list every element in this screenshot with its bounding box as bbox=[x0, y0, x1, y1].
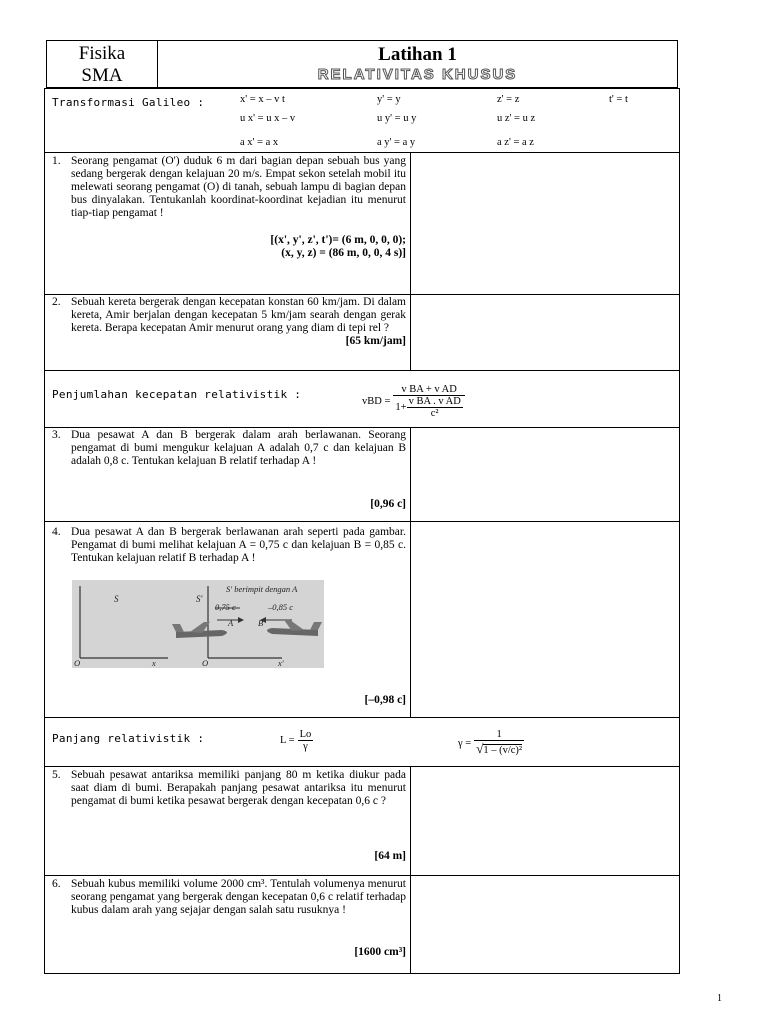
formula-denominator bbox=[393, 396, 464, 419]
figure-label: x' bbox=[278, 658, 284, 668]
question-number: 2. bbox=[52, 296, 61, 308]
question-text: Dua pesawat A dan B bergerak dalam arah berlawanan. Seorang pengamat di bumi mengukur kelajuan A adalah 0,7 c dan kelajuan B adalah 0,8 c. Tentukan kelajuan B relatif terhadap A ! bbox=[71, 429, 406, 467]
formula-inner-fraction bbox=[407, 396, 463, 419]
formula-fraction bbox=[393, 384, 464, 419]
column-divider bbox=[410, 766, 411, 974]
galileo-eq: a x' = a x bbox=[240, 137, 279, 148]
answer-key: [0,96 c] bbox=[370, 498, 406, 510]
question-2 bbox=[52, 296, 406, 348]
header-subject: Fisika bbox=[78, 43, 126, 64]
row-divider bbox=[44, 766, 680, 767]
gamma-formula bbox=[458, 722, 524, 764]
formula-inner-denominator: c² bbox=[430, 407, 439, 419]
galileo-eq: u y' = u y bbox=[377, 113, 417, 124]
figure-label: –0,85 c bbox=[268, 602, 294, 612]
figure-label: A bbox=[228, 618, 234, 628]
answer-key: [65 km/jam] bbox=[345, 335, 406, 347]
figure-label: 0,75 c bbox=[215, 602, 236, 612]
galileo-eq: a y' = a y bbox=[377, 137, 416, 148]
question-text: Sebuah kubus memiliki volume 2000 cm³. Tentulah volumenya menurut seorang pengamat yang bergerak dengan kecepatan 0,6 c relatif terhadap kubus dalam arah yang sejajar dengan salah satu rusuknya ! bbox=[71, 878, 406, 916]
formula-numerator: 1 bbox=[474, 729, 524, 741]
formula-inner-numerator: v BA . v AD bbox=[408, 395, 461, 407]
header-level: SMA bbox=[81, 65, 123, 86]
figure-label: O bbox=[202, 658, 209, 668]
formula-numerator: Lo bbox=[299, 728, 312, 740]
formula-numerator: v BA + v AD bbox=[393, 384, 464, 396]
galileo-eq: z' = z bbox=[497, 94, 520, 105]
header-title: Latihan 1 bbox=[378, 44, 457, 65]
question-1 bbox=[52, 155, 406, 260]
galileo-eq: u z' = u z bbox=[497, 113, 536, 124]
figure-label: x bbox=[152, 658, 156, 668]
question-text: Dua pesawat A dan B bergerak berlawanan arah seperti pada gambar. Pengamat di bumi melihat kelajuan A = 0,75 c dan kelajuan B = 0,85 c. Tentukan kelajuan relatif B terhadap A ! bbox=[71, 526, 406, 564]
row-divider bbox=[44, 875, 680, 876]
answer-key: [64 m] bbox=[374, 850, 406, 862]
question-number: 4. bbox=[52, 526, 61, 538]
header-title-box bbox=[157, 40, 678, 88]
galileo-eq: t' = t bbox=[609, 94, 628, 105]
figure-label: O bbox=[74, 658, 81, 668]
formula-denominator bbox=[474, 741, 524, 757]
question-3 bbox=[52, 429, 406, 468]
question-number: 6. bbox=[52, 878, 61, 890]
galileo-eq: a z' = a z bbox=[497, 137, 534, 148]
formula-radicand: 1 – (v/c)² bbox=[483, 745, 523, 756]
formula-lhs: γ = bbox=[458, 737, 472, 749]
galileo-label: Transformasi Galileo : bbox=[52, 96, 205, 109]
sqrt-icon: √ bbox=[476, 741, 484, 756]
question-6 bbox=[52, 878, 406, 917]
question-text: Sebuah pesawat antariksa memiliki panjang 80 m ketika diukur pada saat diam di bumi. Berapakah panjang pesawat antariksa itu menurut pengamat di bumi ketika pesawat bergerak dengan kecepatan 0,6 c ? bbox=[71, 769, 406, 807]
header-subtitle: RELATIVITAS KHUSUS bbox=[317, 66, 518, 83]
formula-lhs: vBD = bbox=[362, 395, 391, 407]
question-text: Sebuah kereta bergerak dengan kecepatan konstan 60 km/jam. Di dalam kereta, Amir berjalan dengan kecepatan 5 km/jam searah dengan gerak kereta. Berapa kecepatan Amir menurut orang yang diam di tepi rel ? bbox=[71, 296, 406, 334]
velocity-sum-formula bbox=[362, 376, 465, 426]
airplane-figure bbox=[72, 580, 324, 668]
column-divider bbox=[410, 427, 411, 717]
formula-den-prefix: 1+ bbox=[395, 401, 407, 413]
galileo-eq: y' = y bbox=[377, 94, 401, 105]
formula-fraction bbox=[298, 729, 314, 752]
galileo-eq: x' = x – v t bbox=[240, 94, 285, 105]
question-number: 5. bbox=[52, 769, 61, 781]
answer-key: (x, y, z) = (86 m, 0, 0, 4 s)] bbox=[281, 247, 406, 259]
row-divider bbox=[44, 370, 680, 371]
figure-label: S' bbox=[196, 594, 203, 604]
length-formula bbox=[280, 722, 313, 758]
question-text: Seorang pengamat (O') duduk 6 m dari bagian depan sebuah bus yang sedang bergerak dengan kelajuan 20 m/s. Empat sekon setelah mobil itu melewati seorang pengamat (O) di tanah, sebuah lampu di bagian depan bus dinyalakan. Tentukanlah koordinat-koordinat kejadian itu menurut tiap-tiap pengamat ! bbox=[71, 155, 406, 219]
page-number: 1 bbox=[717, 993, 722, 1004]
column-divider bbox=[410, 152, 411, 370]
figure-label: B bbox=[258, 618, 264, 628]
formula-fraction bbox=[474, 729, 524, 757]
question-number: 1. bbox=[52, 155, 61, 167]
header-subject-box bbox=[46, 40, 158, 88]
answer-key: [1600 cm³] bbox=[354, 946, 406, 958]
row-divider bbox=[44, 152, 680, 153]
row-divider bbox=[44, 521, 680, 522]
velocity-sum-label: Penjumlahan kecepatan relativistik : bbox=[52, 388, 302, 401]
answer-key: [(x', y', z', t')= (6 m, 0, 0, 0); bbox=[270, 234, 406, 246]
question-5 bbox=[52, 769, 406, 808]
row-divider bbox=[44, 717, 680, 718]
row-divider bbox=[44, 427, 680, 428]
question-4 bbox=[52, 526, 406, 565]
row-divider bbox=[44, 294, 680, 295]
answer-key: [–0,98 c] bbox=[364, 694, 406, 706]
galileo-eq: u x' = u x – v bbox=[240, 113, 296, 124]
formula-denominator: γ bbox=[303, 740, 308, 752]
figure-label: S bbox=[114, 594, 119, 604]
formula-lhs: L = bbox=[280, 734, 295, 746]
question-number: 3. bbox=[52, 429, 61, 441]
figure-caption: S' berimpit dengan A bbox=[226, 584, 298, 594]
length-label: Panjang relativistik : bbox=[52, 732, 205, 745]
